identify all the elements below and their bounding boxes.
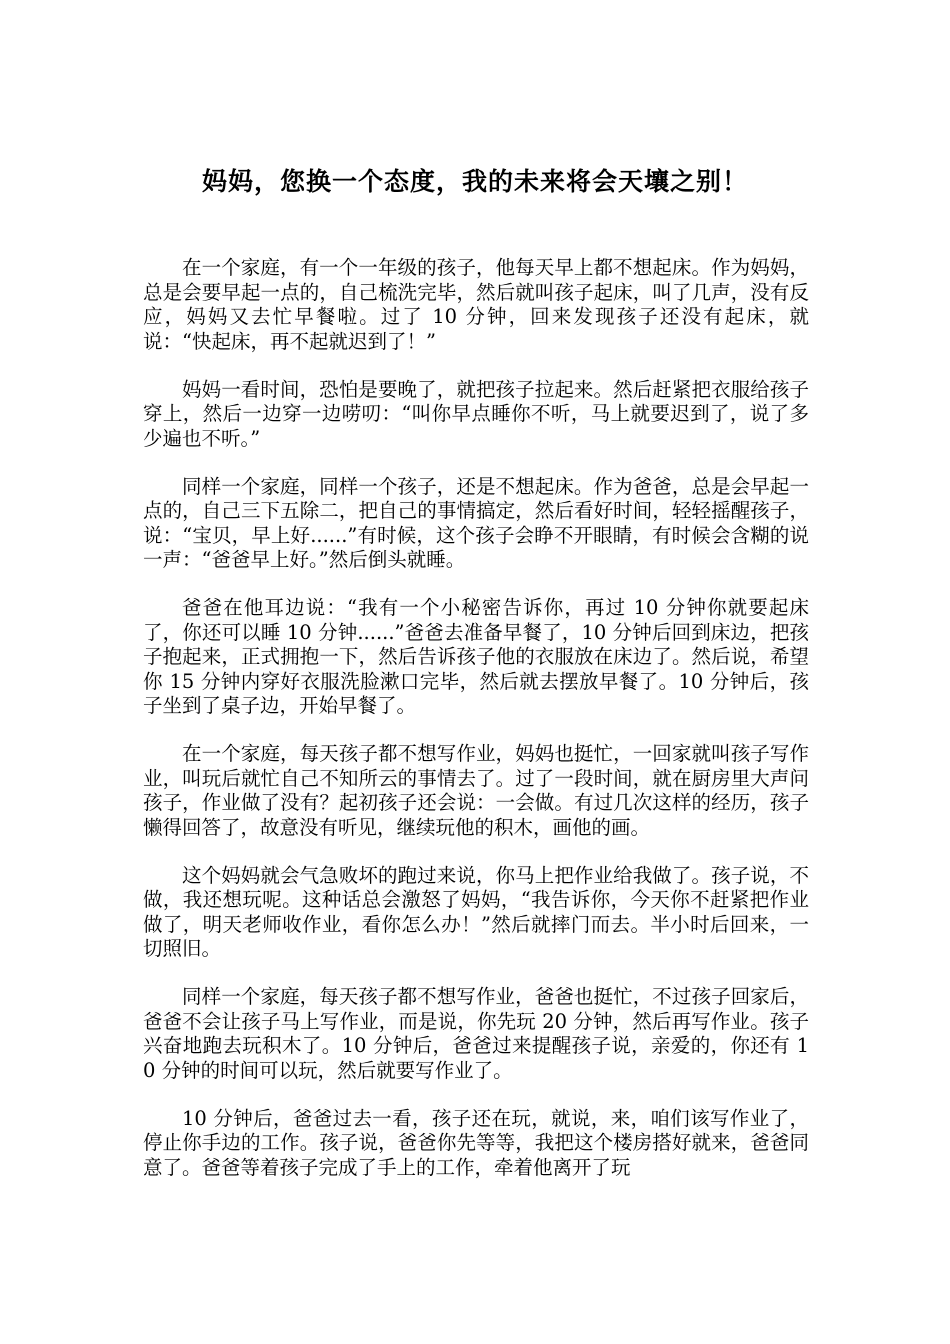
paragraph: 在一个家庭，每天孩子都不想写作业，妈妈也挺忙，一回家就叫孩子写作业，叫玩后就忙自己不知所云的事情去了。过了一段时间，就在厨房里大声问孩子，作业做了没有？起初孩子还会说：一会做。有过几次这样的经历，孩子懒得回答了，故意没有听见，继续玩他的积木，画他的画。 <box>143 742 809 839</box>
paragraph: 同样一个家庭，每天孩子都不想写作业，爸爸也挺忙，不过孩子回家后，爸爸不会让孩子马上写作业，而是说，你先玩 20 分钟，然后再写作业。孩子兴奋地跑去玩积木了。10 分钟后，爸爸过来提醒孩子说，亲爱的，你还有 10 分钟的时间可以玩，然后就要写作业了。 <box>143 985 809 1082</box>
paragraph: 这个妈妈就会气急败坏的跑过来说，你马上把作业给我做了。孩子说，不做，我还想玩呢。这种话总会激怒了妈妈，“我告诉你，今天你不赶紧把作业做了，明天老师收作业，看你怎么办！”然后就摔门而去。半小时后回来，一切照旧。 <box>143 863 809 960</box>
document-title: 妈妈，您换一个态度，我的未来将会天壤之别！ <box>201 167 748 196</box>
paragraph: 同样一个家庭，同样一个孩子，还是不想起床。作为爸爸，总是会早起一点的，自己三下五除二，把自己的事情搞定，然后看好时间，轻轻摇醒孩子，说：“宝贝，早上好......”有时候，这个孩子会睁不开眼睛，有时候会含糊的说一声：“爸爸早上好。”然后倒头就睡。 <box>143 474 809 571</box>
paragraph: 爸爸在他耳边说：“我有一个小秘密告诉你，再过 10 分钟你就要起床了，你还可以睡 10 分钟......”爸爸去准备早餐了，10 分钟后回到床边，把孩子抱起来，正式拥抱一下，然后告诉孩子他的衣服放在床边了。然后说，希望你 15 分钟内穿好衣服洗脸漱口完毕，然后就去摆放早餐了。10 分钟后，孩子坐到了桌子边，开始早餐了。 <box>143 596 809 717</box>
paragraph: 在一个家庭，有一个一年级的孩子，他每天早上都不想起床。作为妈妈，总是会要早起一点的，自己梳洗完毕，然后就叫孩子起床，叫了几声，没有反应，妈妈又去忙早餐啦。过了 10 分钟，回来发现孩子还没有起床，就说：“快起床，再不起就迟到了！” <box>143 256 809 353</box>
paragraph: 妈妈一看时间，恐怕是要晚了，就把孩子拉起来。然后赶紧把衣服给孩子穿上，然后一边穿一边唠叨：“叫你早点睡你不听，马上就要迟到了，说了多少遍也不听。” <box>143 377 809 450</box>
document-body <box>143 256 809 1204</box>
paragraph: 10 分钟后，爸爸过去一看，孩子还在玩，就说，来，咱们该写作业了，停止你手边的工作。孩子说，爸爸你先等等，我把这个楼房搭好就来，爸爸同意了。爸爸等着孩子完成了手上的工作，牵着他离开了玩 <box>143 1106 809 1179</box>
